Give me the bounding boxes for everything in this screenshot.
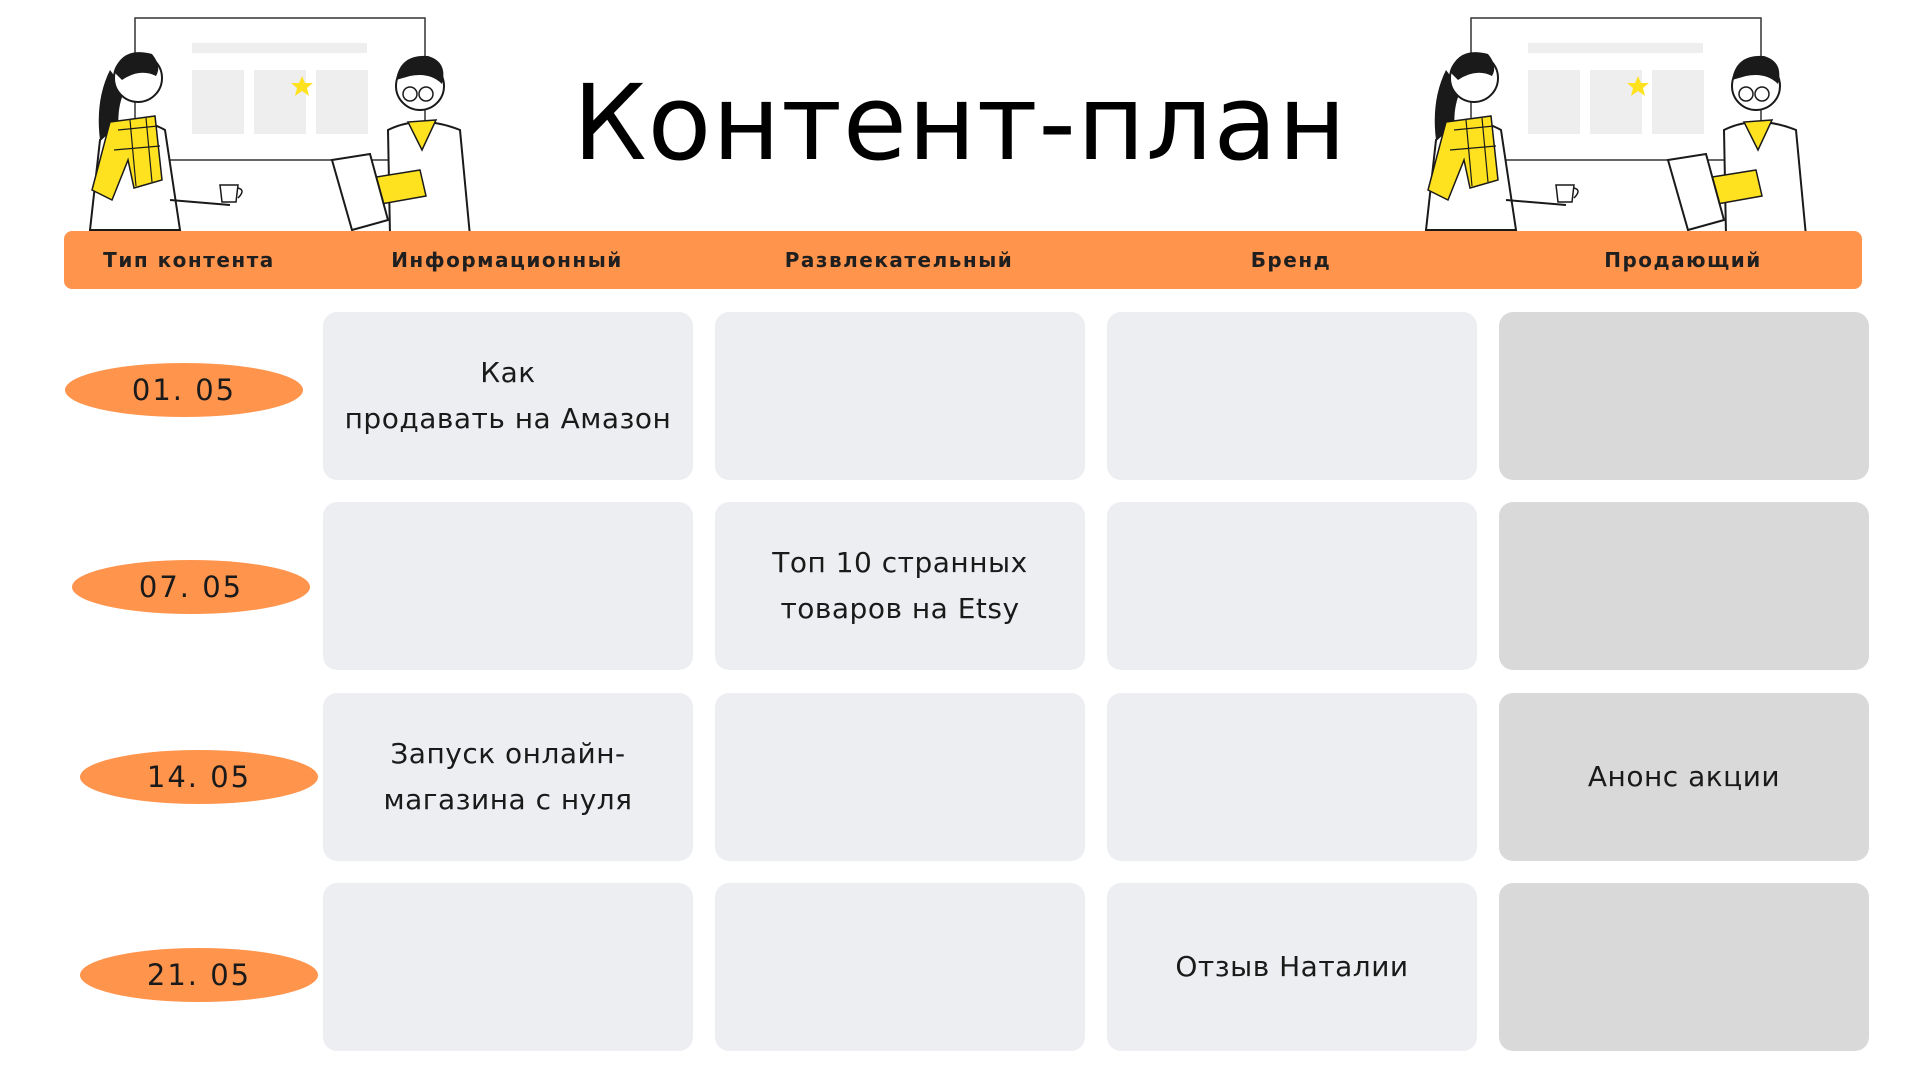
plan-cell-selling[interactable] <box>1499 693 1869 861</box>
header-entertaining: Развлекательный <box>784 248 1014 272</box>
plan-cell-selling[interactable] <box>1499 312 1869 480</box>
plan-cell-informational[interactable] <box>323 502 693 670</box>
plan-cell-entertaining[interactable] <box>715 693 1085 861</box>
plan-cell-brand[interactable] <box>1107 502 1477 670</box>
header-informational: Информационный <box>391 248 623 272</box>
header-brand: Бренд <box>1250 248 1332 272</box>
cell-text: Анонс акции <box>1587 760 1781 793</box>
plan-cell-informational[interactable] <box>323 312 693 480</box>
plan-cell-brand[interactable] <box>1107 312 1477 480</box>
header-content-type: Тип контента <box>103 248 275 272</box>
cell-text: Отзыв Наталии <box>1175 950 1409 983</box>
page-title: Контент-план <box>572 62 1348 184</box>
plan-cell-entertaining[interactable] <box>715 883 1085 1051</box>
cell-text: Топ 10 странных товаров на Etsy <box>772 546 1028 625</box>
date-pill: 07. 05 <box>72 560 310 614</box>
column-header-bar <box>64 231 1862 289</box>
cell-text: Запуск онлайн- магазина с нуля <box>383 737 633 816</box>
plan-cell-selling[interactable] <box>1499 502 1869 670</box>
plan-cell-informational[interactable] <box>323 883 693 1051</box>
header-selling: Продающий <box>1604 248 1762 272</box>
plan-cell-selling[interactable] <box>1499 883 1869 1051</box>
plan-cell-informational[interactable] <box>323 693 693 861</box>
cell-text: Как продавать на Амазон <box>344 356 672 435</box>
date-pill: 14. 05 <box>80 750 318 804</box>
plan-cell-brand[interactable] <box>1107 883 1477 1051</box>
plan-cell-entertaining[interactable] <box>715 312 1085 480</box>
plan-cell-brand[interactable] <box>1107 693 1477 861</box>
date-pill: 01. 05 <box>65 363 303 417</box>
plan-cell-entertaining[interactable] <box>715 502 1085 670</box>
date-pill: 21. 05 <box>80 948 318 1002</box>
